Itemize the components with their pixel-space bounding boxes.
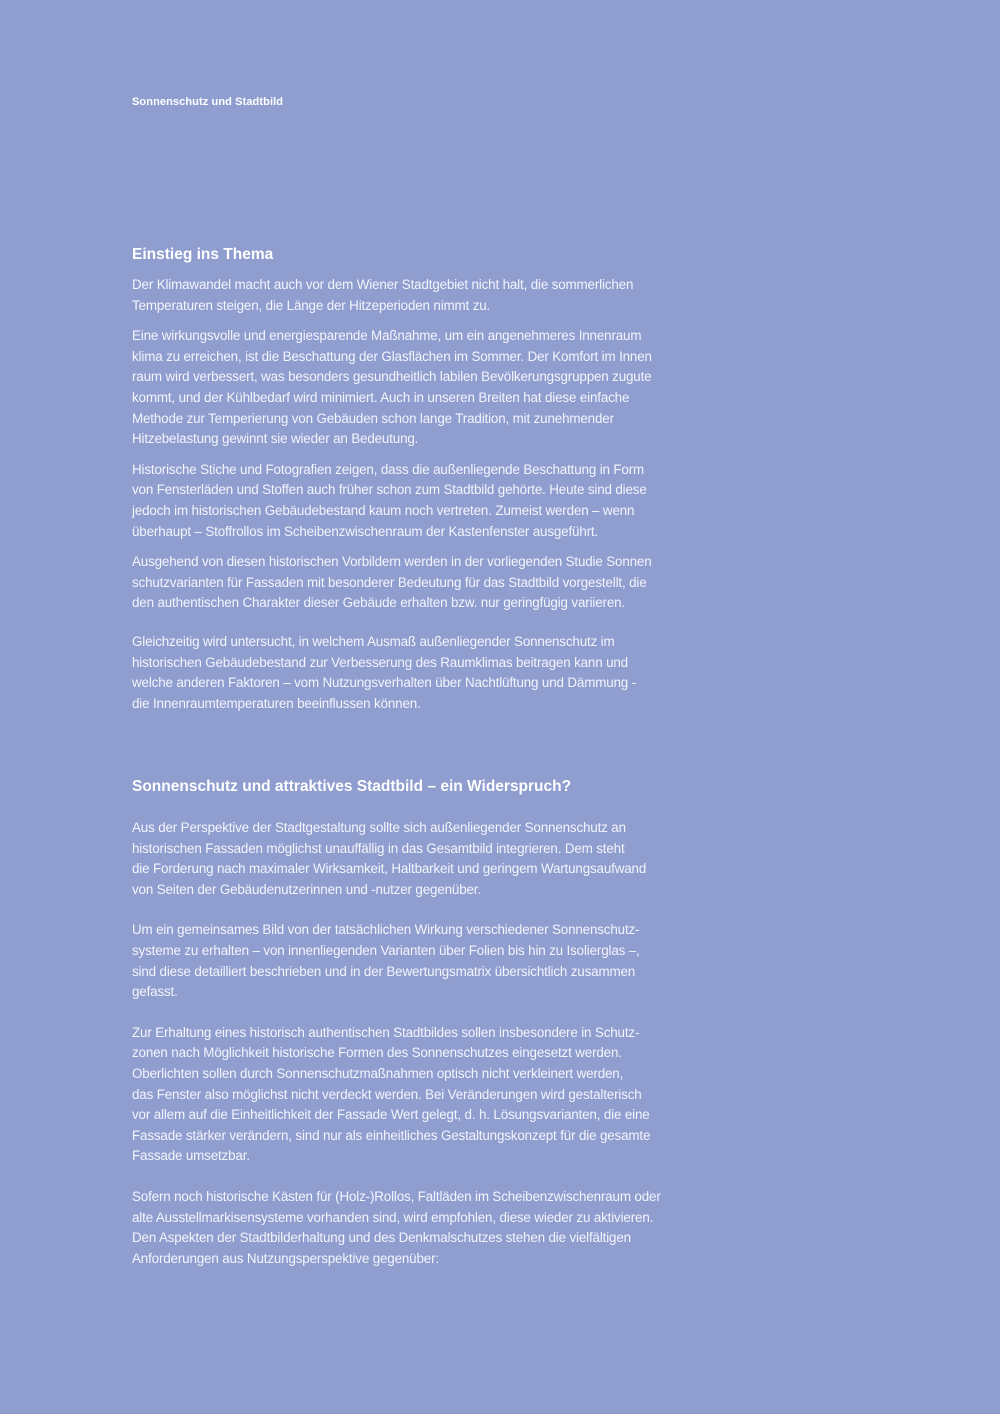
body-paragraph: Aus der Perspektive der Stadtgestaltung sollte sich außenliegender Sonnenschutz an historischen Fassaden möglichst unauffällig in das Gesamtbild integrieren. Dem steht die Forderung nach maximaler Wirksamkeit, Haltbarkeit und geringem Wartungsaufwand von Seiten der Gebäudenutzerinnen und -nutzer gegenüber. — [132, 820, 647, 897]
body-paragraph: Ausgehend von diesen historischen Vorbildern werden in der vorliegenden Studie Sonnen schutzvarianten für Fassaden mit besonderer Bedeutung für das Stadtbild vorgestellt, die den authentischen Charakter dieser Gebäude erhalten bzw. nur geringfügig variieren. — [132, 554, 652, 611]
section-heading: Einstieg ins Thema — [132, 246, 274, 263]
section-stadtbild — [132, 777, 692, 1269]
body-paragraph: Zur Erhaltung eines historisch authentischen Stadtbildes sollen insbesondere in Schutz- zonen nach Möglichkeit historische Formen des Sonnenschutzes eingesetzt werden. Oberlichten sollen durch Sonnenschutzmaßnahmen optisch nicht verkleinert werden, das Fenster also möglichst nicht verdeckt werden. Bei Veränderungen wird gestalterisch vor allem auf die Einheitlichkeit der Fassade Wert gelegt, d. h. Lösungsvarianten, die eine Fassade stärker verändern, sind nur als einheitliches Gestaltungskonzept für die gesamte Fassade umsetzbar. — [132, 1024, 651, 1164]
body-paragraph: Historische Stiche und Fotografien zeigen, dass die außenliegende Beschattung in Form von Fensterläden und Stoffen auch früher schon zum Stadtbild gehörte. Heute sind diese jedoch im historischen Gebäudebestand kaum noch vertreten. Zumeist werden – wenn überhaupt – Stoffrollos im Scheibenzwischenraum der Kastenfenster ausgeführt. — [132, 461, 647, 539]
body-paragraph: Sofern noch historische Kästen für (Holz-)Rollos, Faltläden im Scheibenzwischenraum oder alte Ausstellmarkisensysteme vorhanden sind, wird empfohlen, diese wieder zu aktivieren. Den Aspekten der Stadtbilderhaltung und des Denkmalschutzes stehen die vielfältigen Anforderungen aus Nutzungsperspektive gegenüber: — [132, 1188, 661, 1266]
body-paragraph: Eine wirkungsvolle und energiesparende Maßnahme, um ein angenehmeres Innenraum klima zu erreichen, ist die Beschattung der Glasflächen im Sommer. Der Komfort im Innen raum wird verbessert, was besonders gesundheitlich labilen Bevölkerungsgruppen zugute kommt, und der Kühlbedarf wird minimiert. Auch in unseren Breiten hat diese einfache Methode zur Temperierung von Gebäuden schon lange Tradition, mit zunehmender Hitzebelastung gewinnt sie wieder an Bedeutung. — [132, 328, 652, 447]
section-einstieg — [132, 245, 692, 714]
body-paragraph: Der Klimawandel macht auch vor dem Wiener Stadtgebiet nicht halt, die sommerlichen Temperaturen steigen, die Länge der Hitzeperioden nimmt zu. — [132, 277, 634, 313]
body-paragraph: Um ein gemeinsames Bild von der tatsächlichen Wirkung verschiedener Sonnenschutz- systeme zu erhalten – von innenliegenden Varianten über Folien bis hin zu Isolierglas –, sind diese detailliert beschrieben und in der Bewertungsmatrix übersichtlich zusammen gefasst. — [132, 922, 640, 1000]
body-paragraph: Gleichzeitig wird untersucht, in welchem Ausmaß außenliegender Sonnenschutz im historischen Gebäudebestand zur Verbesserung des Raumklimas beitragen kann und welche anderen Faktoren – vom Nutzungsverhalten über Nachtlüftung und Dämmung - die Innenraumtemperaturen beeinflussen können. — [132, 633, 636, 711]
running-header: Sonnenschutz und Stadtbild — [132, 96, 284, 108]
section-heading: Sonnenschutz und attraktives Stadtbild – ein Widerspruch? — [132, 778, 572, 795]
